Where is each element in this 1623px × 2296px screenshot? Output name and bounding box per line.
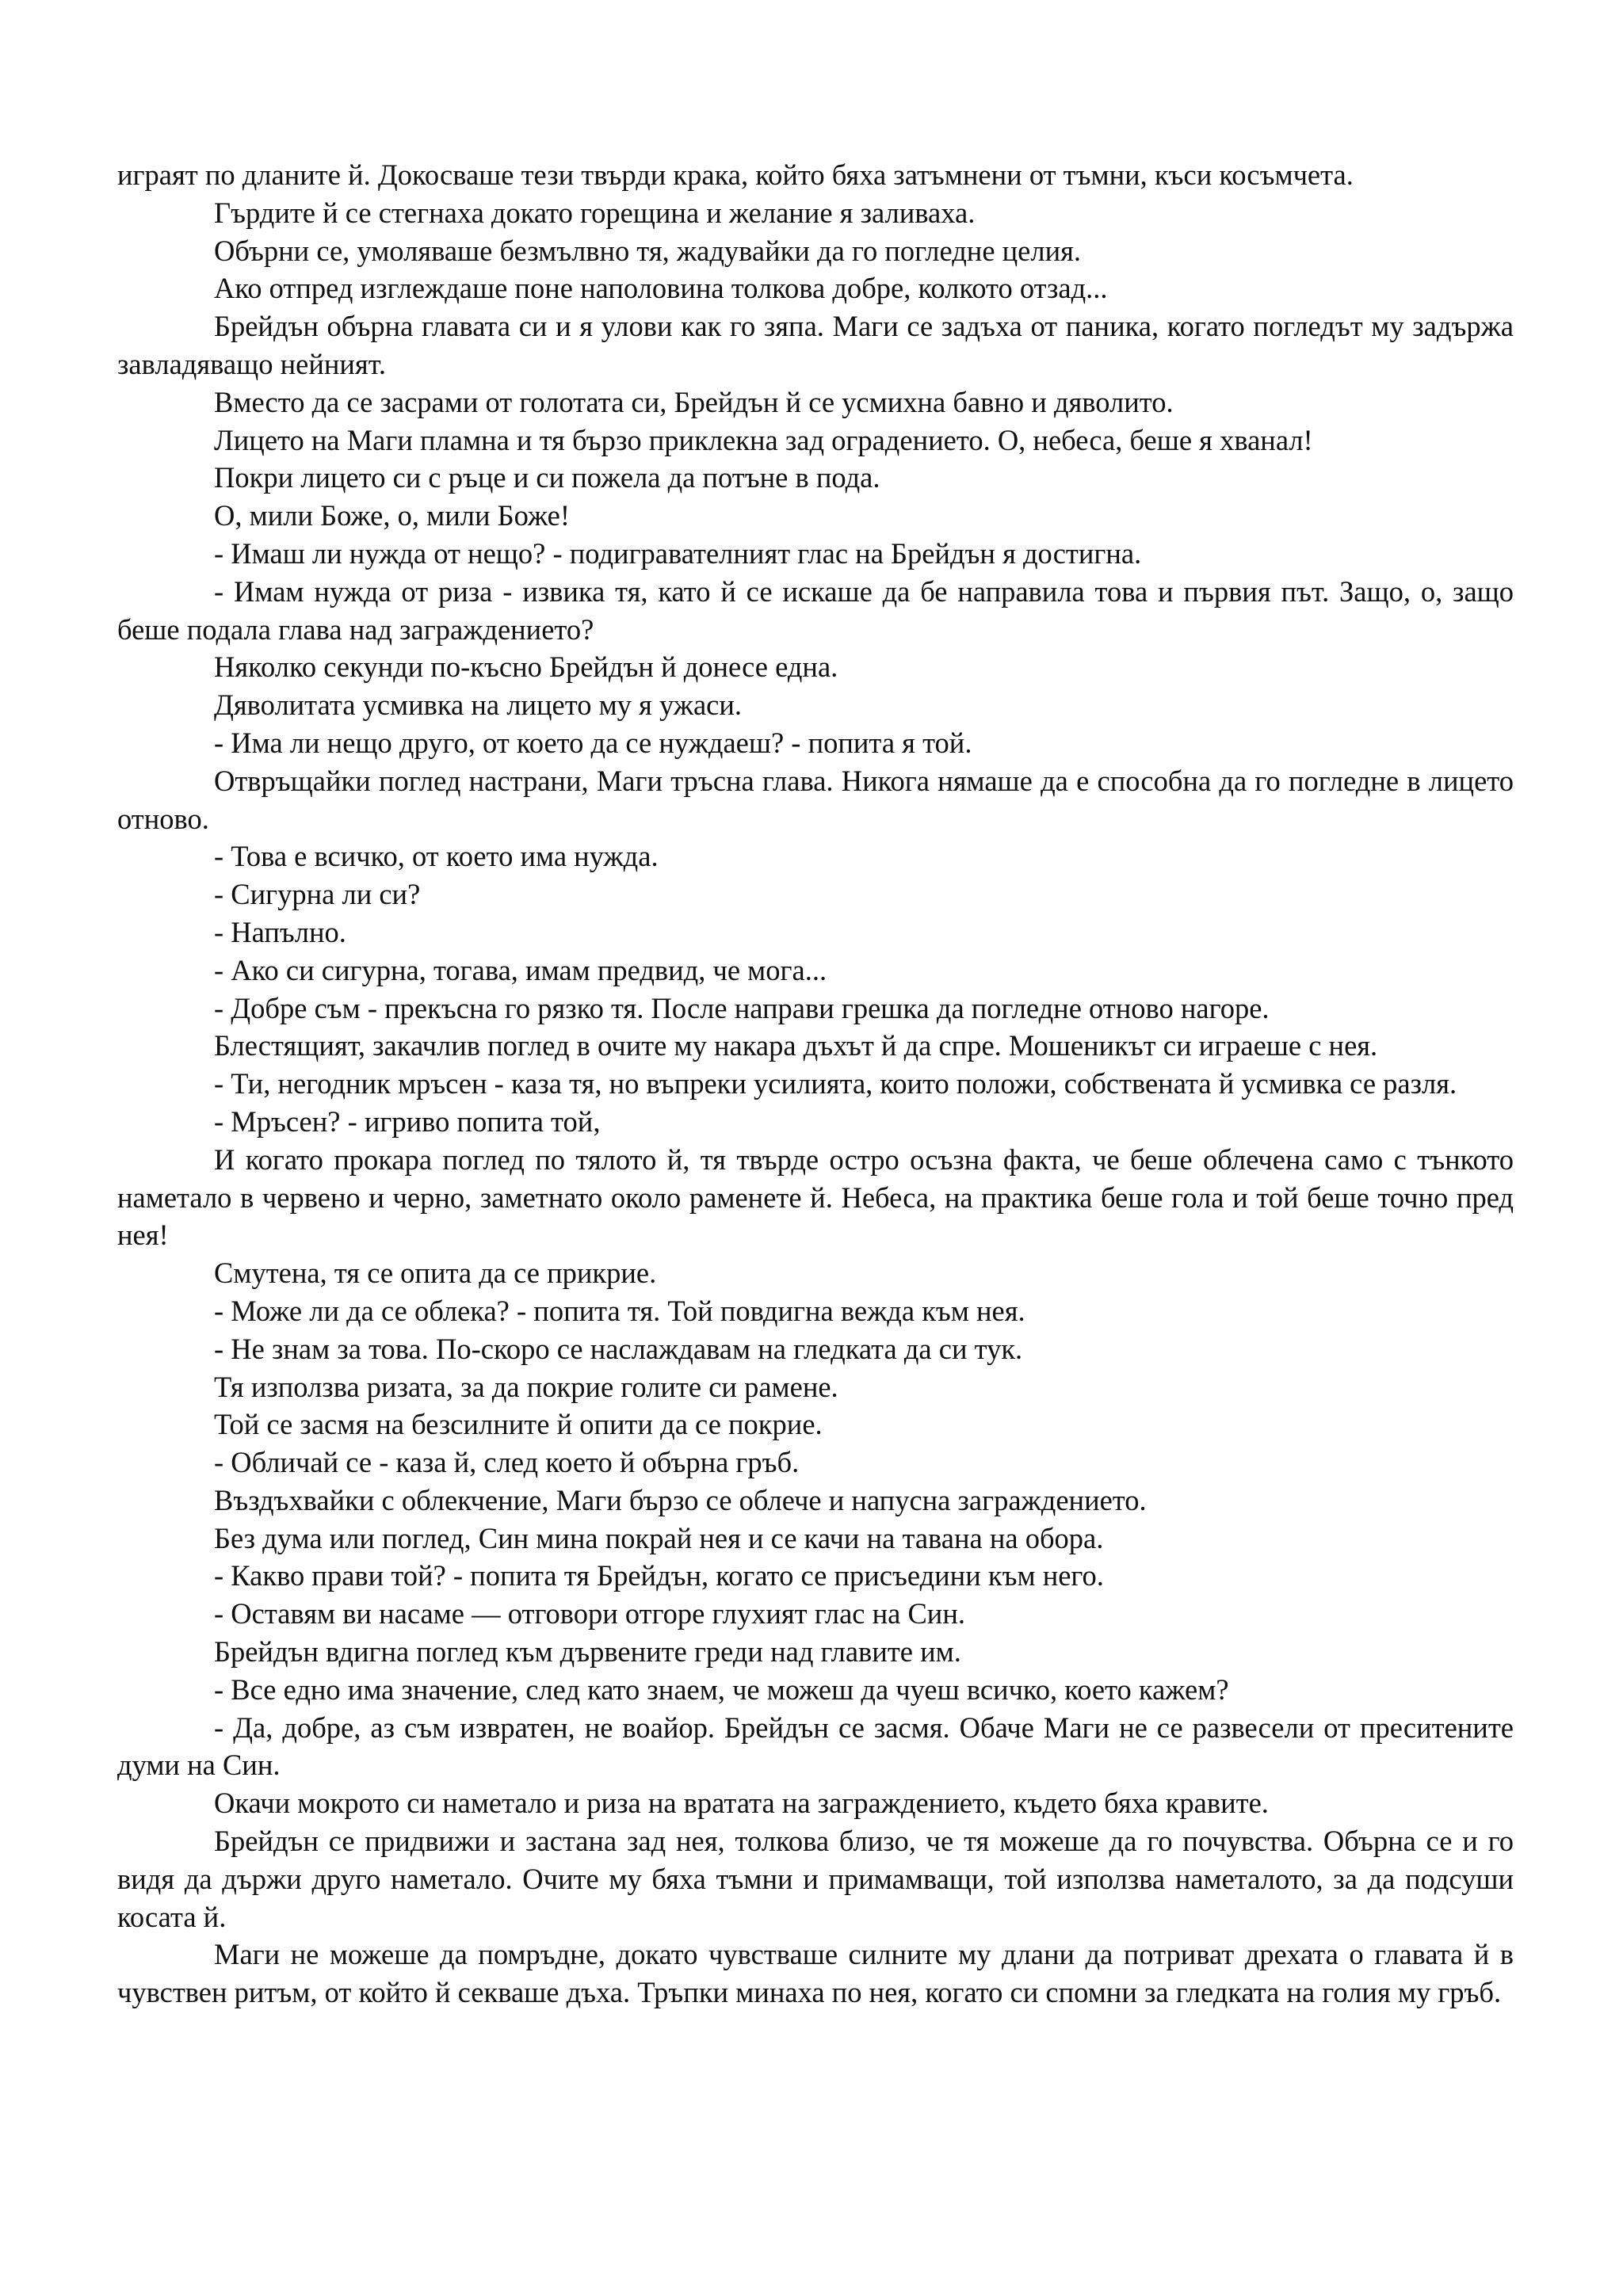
- paragraph: И когато прокара поглед по тялото й, тя твърде остро осъзна факта, че беше облечена само с тънкото наметало в червено и черно, заметнато около раменете й. Небеса, на практика беше гола и той беше точно пред нея!: [117, 1142, 1514, 1252]
- paragraph: Дяволитата усмивка на лицето му я ужаси.: [214, 688, 743, 722]
- paragraph: - Сигурна ли си?: [214, 878, 421, 911]
- paragraph: - Все едно има значение, след като знаем, че можеш да чуеш всичко, което кажем?: [214, 1672, 1229, 1706]
- document-body: [117, 156, 1514, 2012]
- paragraph: - Имам нужда от риза - извика тя, като й се искаше да бе направила това и първия път. Защо, о, защо беше подала глава над заграждението?: [117, 574, 1514, 646]
- paragraph: - Ти, негодник мръсен - каза тя, но въпреки усилията, които положи, собствената й усмивка се разля.: [214, 1067, 1457, 1100]
- paragraph: Окачи мокрото си наметало и риза на вратата на заграждението, където бяха кравите.: [214, 1787, 1269, 1820]
- paragraph: Ако отпред изглеждаше поне наполовина толкова добре, колкото отзад...: [214, 272, 1108, 305]
- paragraph: - Обличай се - каза й, след което й обърна гръб.: [214, 1446, 800, 1479]
- paragraph: - Добре съм - прекъсна го рязко тя. После направи грешка да погледне отново нагоре.: [214, 991, 1270, 1024]
- paragraph: - Напълно.: [214, 915, 346, 948]
- paragraph: Брейдън вдигна поглед към дървените греди над главите им.: [214, 1635, 961, 1669]
- paragraph: - Имаш ли нужда от нещо? - подигравателният глас на Брейдън я достигна.: [214, 536, 1142, 570]
- paragraph: - Оставям ви насаме — отговори отгоре глухият глас на Син.: [214, 1597, 965, 1630]
- paragraph: Лицето на Маги пламна и тя бързо приклекна зад оградението. О, небеса, беше я хванал!: [214, 423, 1313, 456]
- paragraph: Гърдите й се стегнаха докато горещина и желание я заливаха.: [214, 196, 976, 229]
- paragraph: Маги не можеше да помръдне, докато чувстваше силните му длани да потриват дрехата о главата й в чувствен ритъм, от който й секваше дъха. Тръпки минаха по нея, когато си спомни за гледката на голия му гръб.: [117, 1938, 1514, 2009]
- paragraph: Въздъхвайки с облекчение, Маги бързо се облече и напусна заграждението.: [214, 1483, 1147, 1516]
- paragraph: Брейдън обърна главата си и я улови как го зяпа. Маги се задъха от паника, когато погледът му задържа завладяващо нейният.: [117, 310, 1514, 380]
- paragraph: - Има ли нещо друго, от което да се нуждаеш? - попита я той.: [214, 726, 972, 759]
- paragraph: - Какво прави той? - попита тя Брейдън, когато се присъедини към него.: [214, 1559, 1104, 1592]
- paragraph: Обърни се, умоляваше безмълвно тя, жадувайки да го погледне целия.: [214, 234, 1082, 267]
- paragraph: - Не знам за това. По-скоро се наслаждавам на гледката да си тук.: [214, 1332, 1023, 1365]
- paragraph: играят по дланите й. Докосваше тези твърди крака, който бяха затъмнени от тъмни, къси косъмчета.: [117, 158, 1354, 191]
- paragraph: О, мили Боже, о, мили Боже!: [214, 499, 570, 532]
- paragraph: - Мръсен? - игриво попита той,: [214, 1104, 601, 1138]
- paragraph: Тя използва ризата, за да покрие голите си рамене.: [214, 1370, 838, 1403]
- paragraph: Отвръщайки поглед настрани, Маги тръсна глава. Никога нямаше да е способна да го погледне в лицето отново.: [117, 764, 1514, 835]
- paragraph: Брейдън се придвижи и застана зад нея, толкова близо, че тя можеше да го почувства. Обърна се и го видя да държи друго наметало. Очите му бяха тъмни и примамващи, той използва наметалото, за да подсуши косата й.: [117, 1825, 1514, 1933]
- paragraph: Няколко секунди по-късно Брейдън й донесе една.: [214, 650, 838, 684]
- paragraph: Той се засмя на безсилните й опити да се покрие.: [214, 1408, 823, 1441]
- paragraph: - Това е всичко, от което има нужда.: [214, 840, 659, 873]
- paragraph: Покри лицето си с ръце и си пожела да потъне в пода.: [214, 461, 880, 494]
- paragraph: Без дума или поглед, Син мина покрай нея и се качи на тавана на обора.: [214, 1521, 1104, 1554]
- paragraph: Блестящият, закачлив поглед в очите му накара дъхът й да спре. Мошеникът си играеше с нея.: [214, 1029, 1378, 1062]
- paragraph: - Да, добре, аз съм извратен, не воайор. Брейдън се засмя. Обаче Маги не се развесели от преситените думи на Син.: [117, 1711, 1514, 1782]
- paragraph: - Може ли да се облека? - попита тя. Той повдигна вежда към нея.: [214, 1294, 1025, 1327]
- paragraph: Смутена, тя се опита да се прикрие.: [214, 1257, 657, 1290]
- paragraph: - Ако си сигурна, тогава, имам предвид, че мога...: [214, 953, 827, 986]
- paragraph: Вместо да се засрами от голотата си, Брейдън й се усмихна бавно и дяволито.: [214, 385, 1174, 418]
